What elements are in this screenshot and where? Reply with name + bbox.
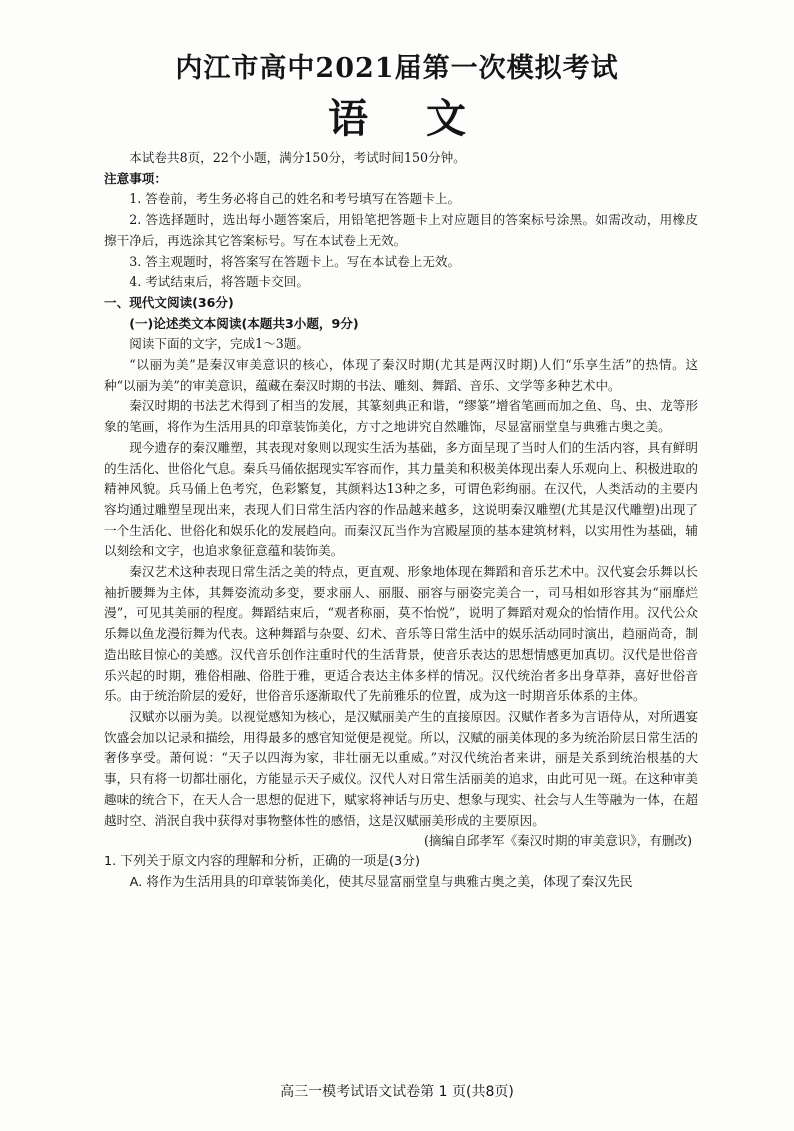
article-paragraph: 现今遗存的秦汉雕塑，其表现对象则以现实生活为基础，多方面呈现了当时人们的生活内容，具有鲜明的生活化、世俗化气息。秦兵马俑依据现实军容而作，其力量美和积极美体现出秦人乐观向上、积极进取的精神风貌。兵马俑上色考究，色彩繁复，其颜料达13种之多，可谓色彩绚丽。在汉代，人类活动的主要内容均通过雕塑呈现出来，表现人们日常生活内容的作品越来越多，这说明秦汉雕塑(尤其是汉代雕塑)出现了一个生活化、世俗化和娱乐化的发展趋向。而秦汉瓦当作为宫殿屋顶的基本建筑材料，以实用性为基础，辅以刻绘和文字，也追求象征意蕴和装饰美。 [104,439,698,559]
article-paragraph: 秦汉时期的书法艺术得到了相当的发展，其篆刻典正和谐，“缪篆”增省笔画而加之鱼、鸟、虫、龙等形象的笔画，将作为生活用具的印章装饰美化，方寸之地讲究自然雕饰，尽显富丽堂皇与典雅古奥之美。 [104,398,698,435]
question-option-a: A. 将作为生活用具的印章装饰美化，使其尽显富丽堂皇与典雅古奥之美，体现了秦汉先民 [129,874,633,890]
article-paragraph: 秦汉艺术这种表现日常生活之美的特点，更直观、形象地体现在舞蹈和音乐艺术中。汉代宴会乐舞以长袖折腰舞为主体，其舞姿流动多变，要求丽人、丽服、丽容与丽姿完美合一，司马相如形容其为“丽靡烂漫”，可见其美丽的程度。舞蹈结束后，“观者称丽，莫不怡悦”，说明了舞蹈对观众的怡情作用。汉代公众乐舞以鱼龙漫衍舞为代表。这种舞蹈与杂耍、幻术、音乐等日常生活中的娱乐活动同时演出，趋丽尚奇，制造出眩目惊心的美感。汉代音乐创作注重时代的生活背景，使音乐表达的思想情感更加真切。汉代是世俗音乐兴起的时期，雅俗相融、俗胜于雅，更适合表达主体多样的情况。汉代统治者多出身草莽，喜好世俗音乐。由于统治阶层的爱好，世俗音乐逐渐取代了先前雅乐的位置，成为这一时期音乐体系的主体。 [104,564,698,704]
exam-intro: 本试卷共8页，22个小题，满分150分，考试时间150分钟。 [129,150,466,165]
page-footer: 高三一模考试语文试卷第 1 页(共8页) [280,1084,514,1100]
section-heading: 一、现代文阅读(36分) [104,294,234,310]
exam-title: 内江市高中2021届第一次模拟考试 [175,53,619,84]
notice-item: 3. 答主观题时，将答案写在答题卡上。写在本试卷上无效。 [129,253,461,269]
notice-item: 1. 答卷前，考生务必将自己的姓名和考号填写在答题卡上。 [129,191,461,207]
article-paragraph: 汉赋亦以丽为美。以视觉感知为核心，是汉赋丽美产生的直接原因。汉赋作者多为言语侍从，对所遇宴饮盛会加以记录和描绘，用得最多的感官知觉便是视觉。所以，汉赋的丽美体现的多为统治阶层日常生活的奢侈享受。萧何说：“天子以四海为家，非壮丽无以重威。”对汉代统治者来讲，丽是关系到统治根基的大事，只有将一切都壮丽化，方能显示天子威仪。汉代人对日常生活丽美的追求，由此可见一斑。在这种审美趣味的统合下，在天人合一思想的促进下，赋家将神话与历史、想象与现实、社会与人生等融为一体，在超越时空、消泯自我中获得对事物整体性的感悟，这是汉赋丽美形成的主要原因。 [104,708,698,828]
question-stem: 1. 下列关于原文内容的理解和分析，正确的一项是(3分) [104,853,420,869]
page-content [104,148,698,893]
article-source: (摘编自邱孝军《秦汉时期的审美意识》，有删改) [424,833,692,849]
notice-item: 2. 答选择题时，选出每小题答案后，用铅笔把答题卡上对应题目的答案标号涂黑。如需改动，用橡皮擦干净后，再选涂其它答案标号。写在本试卷上无效。 [104,212,698,248]
notice-item: 4. 考试结束后，将答题卡交回。 [129,274,309,290]
subject-title: 语文 [328,95,524,142]
notice-heading: 注意事项： [104,170,167,186]
reading-instruction: 阅读下面的文字，完成1～3题。 [129,336,309,352]
article-paragraph: “以丽为美”是秦汉审美意识的核心，体现了秦汉时期(尤其是两汉时期)人们“乐享生活”的热情。这种“以丽为美”的审美意识，蕴藏在秦汉时期的书法、雕刻、舞蹈、音乐、文学等多种艺术中。 [104,357,698,393]
section-subheading: (一)论述类文本阅读(本题共3小题，9分) [129,315,359,331]
